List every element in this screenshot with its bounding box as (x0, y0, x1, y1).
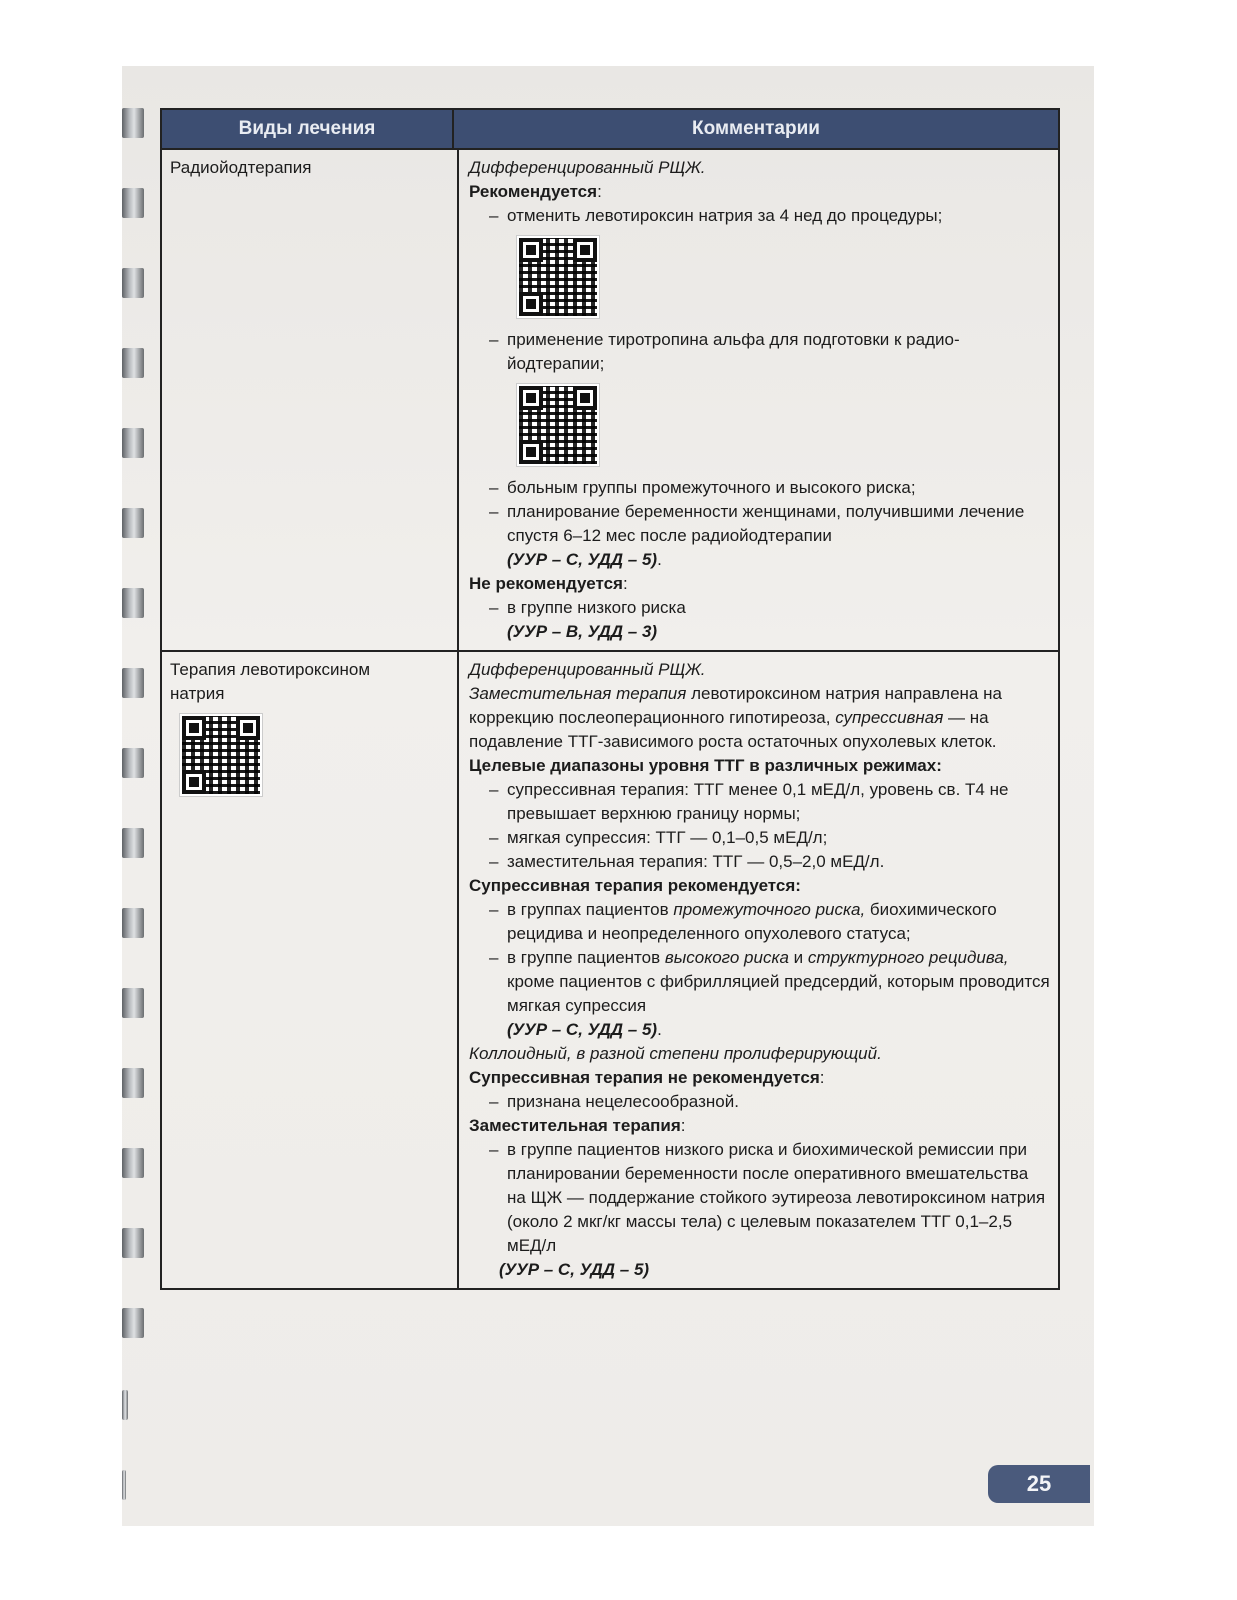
table-row-levothyroxine (162, 652, 1058, 1288)
suppressive-recommended-heading: Супрессивная терапия рекомендуется: (469, 876, 801, 895)
evidence-level: (УУР – С, УДД – 5). (507, 1020, 662, 1039)
header-comments: Комментарии (692, 118, 820, 139)
evidence-level: (УУР – С, УДД – 5). (507, 550, 662, 569)
header-treatment-types: Виды лечения (162, 110, 454, 148)
page-number: 25 (988, 1465, 1090, 1503)
list-item: – мягкая супрессия: ТТГ — 0,1–0,5 мЕД/л; (489, 828, 828, 847)
list-item: – больным группы промежуточного и высокого риска; (489, 478, 916, 497)
treatment-name-cell (162, 652, 459, 1288)
treatment-name: Радиойодтерапия (170, 158, 312, 177)
colloid-heading: Коллоидный, в разной степени пролиферирующий. (469, 1044, 882, 1063)
intro-paragraph: Заместительная терапия левотироксином натрия направлена на коррекцию послеоперационного гипотиреоза, супрессивная — на подавление ТТГ-зависимого роста остаточных опухолевых клеток. (469, 684, 1002, 751)
target-ranges-heading: Целевые диапазоны уровня ТТГ в различных режимах: (469, 756, 942, 775)
list-item: – в группе низкого риска (489, 598, 686, 617)
recommended-heading: Рекомендуется: (469, 182, 602, 201)
comment-cell (459, 652, 1058, 1288)
qr-code-icon[interactable] (517, 384, 599, 466)
list-item: – отменить левотироксин натрия за 4 нед до процедуры; (489, 206, 943, 225)
list-item: – заместительная терапия: ТТГ — 0,5–2,0 мЕД/л. (489, 852, 885, 871)
treatment-name: Терапия левотироксином натрия (170, 660, 371, 703)
treatment-name-cell (162, 150, 459, 650)
list-item: – применение тиротропина альфа для подготовки к радио-йодтерапии; (489, 330, 960, 373)
not-recommended-heading: Не рекомендуется: (469, 574, 628, 593)
spiral-binding (122, 100, 150, 1520)
list-item: – в группах пациентов промежуточного риска, биохимического рецидива и неопределенного опухолевого статуса; (489, 900, 997, 943)
qr-code-icon[interactable] (180, 714, 262, 796)
replacement-heading: Заместительная терапия: (469, 1116, 686, 1135)
list-item: – планирование беременности женщинами, получившими лечение спустя 6–12 мес после радиойодтерапии (489, 502, 1025, 545)
evidence-level: (УУР – С, УДД – 5) (499, 1260, 650, 1279)
table-header (162, 110, 1058, 150)
subtitle: Дифференцированный РЩЖ. (469, 158, 706, 177)
table-row-radioiodine (162, 150, 1058, 652)
suppressive-not-heading: Супрессивная терапия не рекомендуется: (469, 1068, 825, 1087)
treatment-table (160, 108, 1060, 1290)
list-item: – в группе пациентов высокого риска и структурного рецидива, кроме пациентов с фибрилляцией предсердий, которым проводится мягкая супрессия (489, 948, 1050, 1015)
subtitle: Дифференцированный РЩЖ. (469, 660, 706, 679)
list-item: – признана нецелесообразной. (489, 1092, 739, 1111)
list-item: – супрессивная терапия: ТТГ менее 0,1 мЕД/л, уровень св. Т4 не превышает верхнюю границу нормы; (489, 780, 1009, 823)
evidence-level: (УУР – В, УДД – 3) (507, 622, 658, 641)
comment-cell (459, 150, 1058, 650)
qr-code-icon[interactable] (517, 236, 599, 318)
list-item: – в группе пациентов низкого риска и биохимической ремиссии при планировании беременности после оперативного вмешательства на ЩЖ — поддержание стойкого эутиреоза левотироксином натрия (около 2 мкг/кг массы тела) с целевым показателем ТТГ 0,1–2,5 мЕД/л (489, 1140, 1046, 1255)
